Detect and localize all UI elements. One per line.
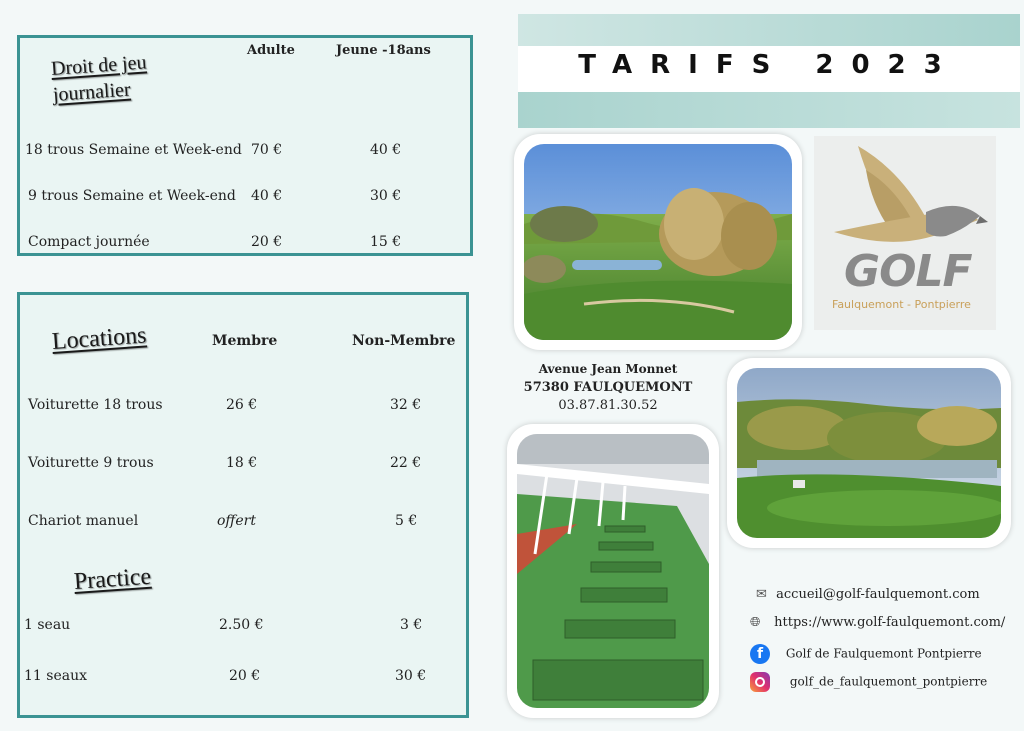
facebook-contact[interactable]	[750, 644, 982, 664]
rental-row-label: Chariot manuel	[28, 513, 139, 529]
mail-icon: ✉	[756, 587, 767, 602]
instagram-icon	[750, 672, 770, 692]
address-city: 57380 FAULQUEMONT	[523, 380, 693, 395]
eagle-logo-icon	[830, 140, 990, 258]
rental-row-nonmember: 5 €	[395, 513, 418, 529]
daily-row-adult: 40 €	[251, 188, 283, 204]
col-member-header: Membre	[212, 333, 278, 349]
daily-fees-panel	[17, 35, 473, 256]
facebook-page: Golf de Faulquemont Pontpierre	[785, 646, 982, 661]
rental-row-member: 26 €	[226, 397, 258, 413]
daily-row-label: Compact journée	[28, 234, 150, 250]
col-adult-header: Adulte	[247, 43, 295, 58]
rental-row-nonmember: 32 €	[390, 397, 422, 413]
website-contact[interactable]	[750, 615, 1005, 630]
instagram-handle: golf_de_faulquemont_pontpierre	[789, 674, 988, 689]
daily-row-youth: 30 €	[370, 188, 402, 204]
instagram-contact[interactable]	[750, 672, 987, 692]
club-logo	[814, 136, 996, 330]
daily-row-youth: 15 €	[370, 234, 402, 250]
logo-wordmark: GOLF	[844, 246, 972, 297]
email-contact[interactable]	[756, 587, 980, 602]
daily-row-adult: 20 €	[251, 234, 283, 250]
rentals-panel	[17, 292, 469, 718]
practice-row-nonmember: 3 €	[400, 617, 423, 633]
rental-row-member: offert	[217, 513, 256, 529]
rental-row-label: Voiturette 18 trous	[28, 397, 163, 413]
daily-row-label: 18 trous Semaine et Week-end	[25, 142, 242, 158]
practice-row-nonmember: 30 €	[395, 668, 427, 684]
col-nonmember-header: Non-Membre	[352, 333, 456, 349]
logo-subtitle: Faulquemont - Pontpierre	[832, 298, 971, 311]
rentals-title: Locations	[51, 322, 148, 355]
col-youth-header: Jeune -18ans	[336, 43, 431, 58]
daily-fees-title	[50, 49, 149, 108]
lake-course-photo	[737, 368, 1001, 538]
practice-title: Practice	[73, 563, 152, 595]
website-url: https://www.golf-faulquemont.com/	[774, 615, 1006, 630]
course-photo-frame	[514, 134, 802, 350]
practice-row-label: 11 seaux	[24, 668, 87, 684]
practice-row-label: 1 seau	[24, 617, 71, 633]
course-trees-photo	[524, 144, 792, 340]
page-title: TARIFS 2023	[578, 50, 960, 80]
daily-row-adult: 70 €	[251, 142, 283, 158]
driving-range-photo	[517, 434, 709, 708]
rental-row-member: 18 €	[226, 455, 258, 471]
daily-title-line2: journalier	[52, 78, 132, 106]
daily-title-line1: Droit de jeu	[50, 51, 148, 81]
practice-row-member: 2.50 €	[219, 617, 264, 633]
title-band-bottom	[518, 92, 1020, 128]
address-phone: 03.87.81.30.52	[558, 398, 658, 413]
rental-row-nonmember: 22 €	[390, 455, 422, 471]
daily-row-label: 9 trous Semaine et Week-end	[28, 188, 236, 204]
daily-row-youth: 40 €	[370, 142, 402, 158]
email-address: accueil@golf-faulquemont.com	[776, 587, 980, 602]
lake-photo-frame	[727, 358, 1011, 548]
range-photo-frame	[507, 424, 719, 718]
address-street: Avenue Jean Monnet	[538, 362, 678, 376]
practice-row-member: 20 €	[229, 668, 261, 684]
facebook-icon: f	[750, 644, 770, 664]
title-band-top	[518, 14, 1020, 46]
globe-icon: 🌐︎	[750, 615, 761, 630]
rental-row-label: Voiturette 9 trous	[28, 455, 154, 471]
